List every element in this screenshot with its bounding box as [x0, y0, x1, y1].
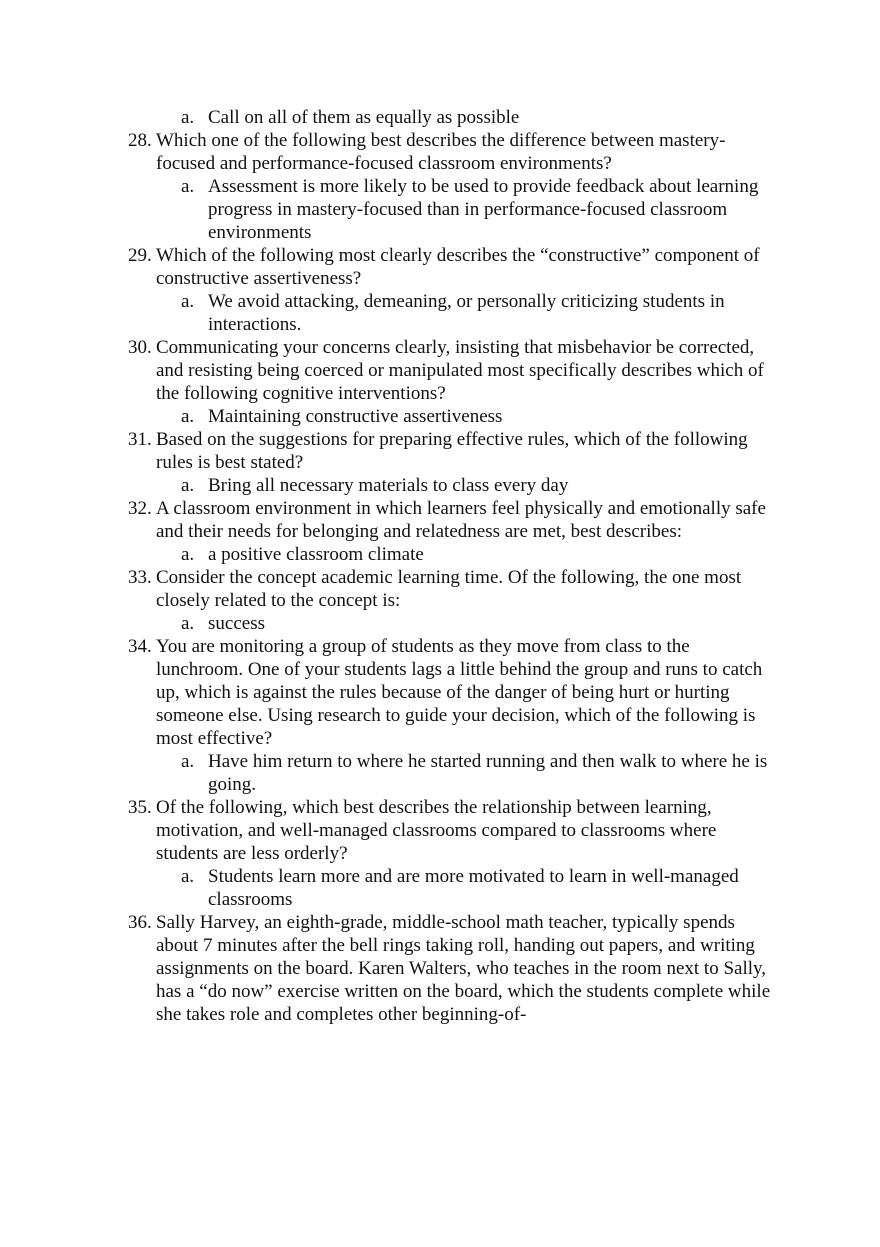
- answer-item: [0, 474, 774, 497]
- answer-item: [0, 750, 774, 796]
- answer-item: [0, 106, 774, 129]
- question-text: Based on the suggestions for preparing effective rules, which of the following rules is best stated?: [156, 429, 748, 473]
- question-number: 36.: [128, 912, 152, 933]
- answer-letter: a.: [181, 475, 195, 496]
- question-item: [0, 635, 776, 750]
- answer-text: Assessment is more likely to be used to provide feedback about learning progress in mastery-focused than in performance-focused classroom environments: [208, 176, 759, 243]
- question-text: A classroom environment in which learners feel physically and emotionally safe and their needs for belonging and relatedness are met, best describes:: [156, 498, 766, 542]
- answer-letter: a.: [181, 176, 195, 197]
- answer-item: [0, 175, 774, 244]
- question-item: [0, 428, 776, 474]
- question-text: Sally Harvey, an eighth-grade, middle-school math teacher, typically spends about 7 minutes after the bell rings taking roll, handing out papers, and writing assignments on the board. Karen Walters, who teaches in the room next to Sally, has a “do now” exercise written on the board, which the students complete while she takes role and completes other beginning-of-: [156, 912, 771, 1025]
- answer-letter: a.: [181, 751, 195, 772]
- question-item: [0, 129, 776, 175]
- question-text: Communicating your concerns clearly, insisting that misbehavior be corrected, and resisting being coerced or manipulated most specifically describes which of the following cognitive interventions?: [156, 337, 764, 404]
- answer-letter: a.: [181, 406, 195, 427]
- question-number: 34.: [128, 636, 152, 657]
- answer-letter: a.: [181, 291, 195, 312]
- question-item: [0, 911, 776, 1026]
- question-list: [0, 106, 880, 1026]
- question-number: 30.: [128, 337, 152, 358]
- question-number: 31.: [128, 429, 152, 450]
- answer-item: [0, 543, 774, 566]
- answer-item: [0, 612, 774, 635]
- question-text: Which one of the following best describes the difference between mastery-focused and performance-focused classroom environments?: [156, 130, 726, 174]
- answer-text: Maintaining constructive assertiveness: [208, 406, 503, 427]
- question-text: Of the following, which best describes the relationship between learning, motivation, and well-managed classrooms compared to classrooms where students are less orderly?: [156, 797, 717, 864]
- answer-text: success: [208, 613, 265, 634]
- question-number: 28.: [128, 130, 152, 151]
- answer-text: Have him return to where he started running and then walk to where he is going.: [208, 751, 768, 795]
- answer-item: [0, 865, 774, 911]
- answer-text: Bring all necessary materials to class every day: [208, 475, 569, 496]
- answer-letter: a.: [181, 613, 195, 634]
- answer-letter: a.: [181, 107, 195, 128]
- question-item: [0, 497, 776, 543]
- question-item: [0, 244, 776, 290]
- question-item: [0, 796, 776, 865]
- answer-text: Students learn more and are more motivated to learn in well-managed classrooms: [208, 866, 739, 910]
- question-number: 32.: [128, 498, 152, 519]
- question-number: 29.: [128, 245, 152, 266]
- answer-letter: a.: [181, 866, 195, 887]
- answer-item: [0, 290, 774, 336]
- question-item: [0, 336, 776, 405]
- answer-text: Call on all of them as equally as possible: [208, 107, 520, 128]
- question-item: [0, 566, 776, 612]
- question-number: 35.: [128, 797, 152, 818]
- question-text: Which of the following most clearly describes the “constructive” component of constructive assertiveness?: [156, 245, 760, 289]
- answer-text: We avoid attacking, demeaning, or personally criticizing students in interactions.: [208, 291, 725, 335]
- answer-letter: a.: [181, 544, 195, 565]
- question-text: Consider the concept academic learning time. Of the following, the one most closely related to the concept is:: [156, 567, 742, 611]
- question-text: You are monitoring a group of students as they move from class to the lunchroom. One of your students lags a little behind the group and runs to catch up, which is against the rules because of the danger of being hurt or hurting someone else. Using research to guide your decision, which of the following is most effective?: [156, 636, 763, 749]
- answer-item: [0, 405, 774, 428]
- question-number: 33.: [128, 567, 152, 588]
- answer-text: a positive classroom climate: [208, 544, 424, 565]
